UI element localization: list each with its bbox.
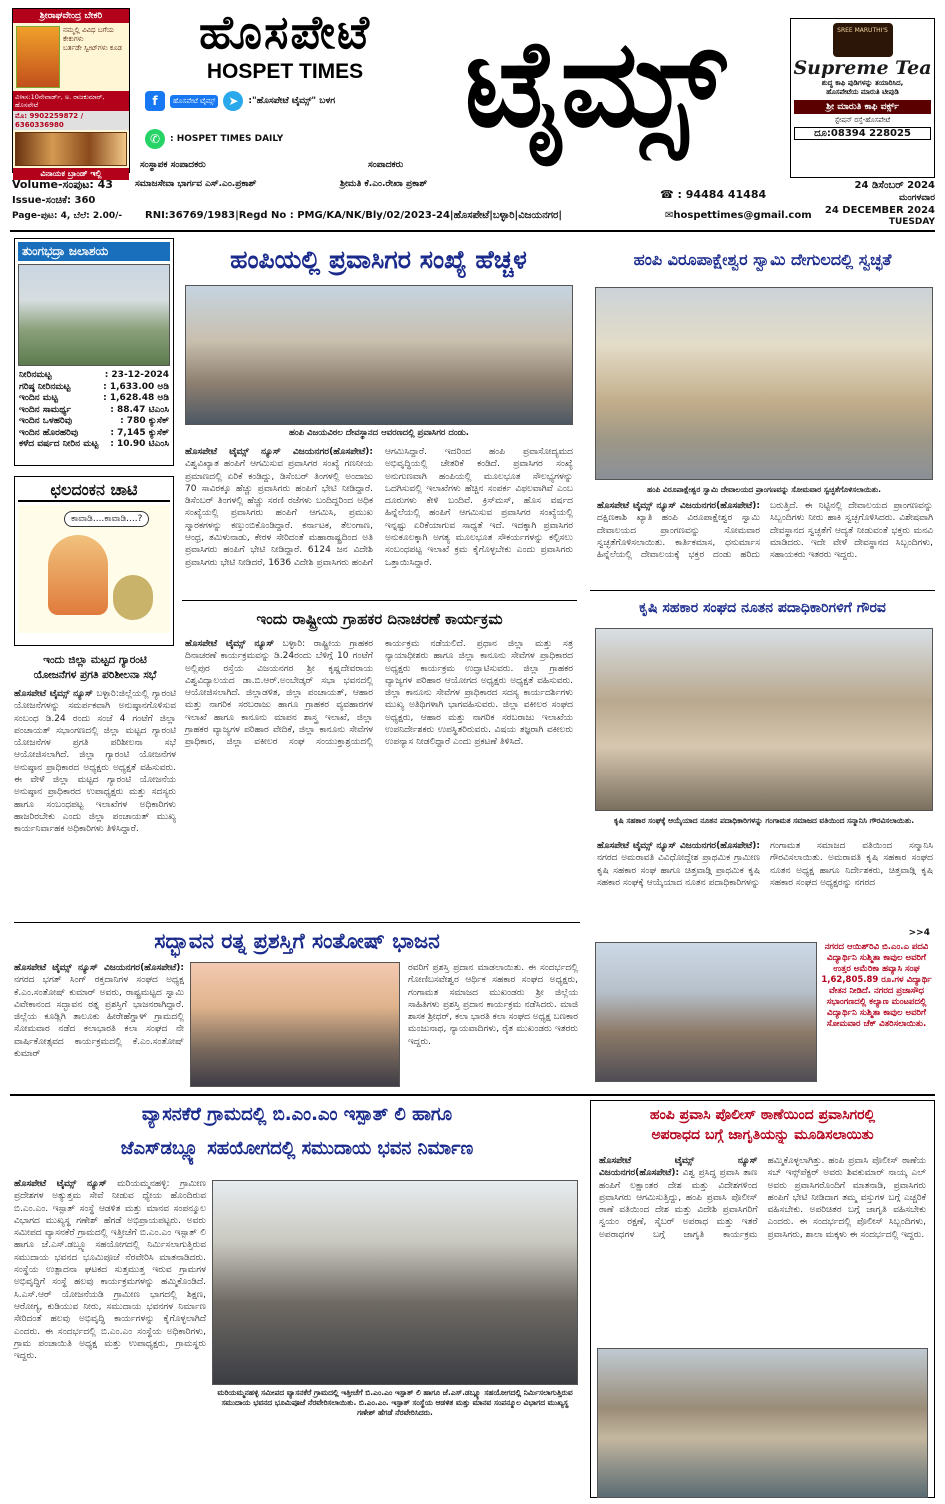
dam-title: ತುಂಗಭದ್ರಾ ಜಲಾಶಯ [18, 242, 170, 261]
krishi-photo [595, 628, 933, 811]
dam-stat-value: : 1,633.00 ಅಡಿ [103, 381, 169, 392]
cake-image [15, 132, 127, 166]
scholarship-text: ನಗರದ ಆಯಿಶ್‌ರಿವಿ ಬಿ.ಎಂ.ಎ ಪದವಿ ವಿದ್ಯಾರ್ಥಿನಿ ಸುಶ್ಮಿತಾ ಕಾವುಲ ಅವರಿಗೆ ಉತ್ತರ ಅಮೆರಿಕಾ ಹವ್ಯಾಸಿ ಸಂಘ 1,62,805.89 ರೂ.ಗಳ ವಿದ್ಯಾರ್ಥಿ ವೇತನ ನೀಡಿದೆ. ನಗರದ ಪ್ರಜಾಸೌಧ ಸಭಾಂಗಣದಲ್ಲಿ ಕಲ್ಯಾಣ ಮಂಟಪದಲ್ಲಿ ವಿದ್ಯಾರ್ಥಿನಿ ಸುಶ್ಮಿತಾ ಕಾವುಲ ಅವರಿಗೆ ಸೋಮವಾರ ಚೆಕ್ ವಿತರಿಸಲಾಯಿತು. [821, 942, 932, 1029]
dam-stat-value: : 7,145 ಕ್ಯುಸೆಕ್ [110, 427, 169, 438]
dam-stat-row [19, 439, 169, 451]
guarantee-dateline: ಹೊಸಪೇಟೆ ಟೈಮ್ಸ್ ನ್ಯೂಸ್ [14, 689, 93, 699]
weekday-kannada: ಮಂಗಳವಾರ [898, 193, 935, 203]
cartoon-title: ಛಲದಂಕನ ಚಾಟಿ [18, 480, 170, 502]
date-english: 24 DECEMBER 2024 [824, 205, 935, 216]
virupaksha-text: ದಕ್ಷಿಣಕಾಶಿ ಖ್ಯಾತಿ ಹಂಪಿ ವಿರೂಪಾಕ್ಷೇಶ್ವರ ಸ್ವಾಮಿ ದೇವಾಲಯದ ಪ್ರಾಂಗಣವನ್ನು ಸೋಮವಾರ ಸ್ವಚ್ಛತೆಗೊಳಿಸಲಾಯಿತು. ಕಾರ್ತಿಕಮಾಸ, ಧನುರ್ಮಾಸ ಹಿನ್ನೆಲೆಯಲ್ಲಿ ದೇವಾಲಯಕ್ಕೆ ಭಕ್ತರ ದಂಡು ಹರಿದು ಬರುತ್ತಿದೆ. ಈ ನಿಟ್ಟಿನಲ್ಲಿ ದೇವಾಲಯದ ಪ್ರಾಂಗಣವನ್ನು ಸಿಬ್ಬಂದಿಗಳು ನೀರು ಹಾಕಿ ಸ್ವಚ್ಛಗೊಳಿಸಿದರು. ವಿಶೇಷವಾಗಿ ದೇವಸ್ಥಾನದ ಸ್ವಚ್ಛತೆಗೆ ಆದ್ಯತೆ ನೀಡುವಂತೆ ಭಕ್ತರು ಮನವಿ ಮಾಡಿದರು. ಇದೇ ವೇಳೆ ದೇವಸ್ಥಾನದ ಸಿಬ್ಬಂದಿಗಳು, ಸಹಾಯಕರು ಇತರರು ಇದ್ದರು. [597, 501, 933, 561]
cartoon-figure [48, 535, 108, 615]
left-ad-phone: ಮೊ: 9902259872 / 6360336980 [13, 111, 129, 130]
krishi-dateline: ಹೊಸಪೇಟೆ ಟೈಮ್ಸ್ ನ್ಯೂಸ್ ವಿಜಯನಗರ(ಹೊಸಪೇಟೆ): [597, 841, 760, 851]
tourist-police-box [590, 1100, 935, 1498]
tourist-police-body [599, 1155, 926, 1340]
divider-1 [182, 600, 577, 601]
cartoon-drawing [18, 505, 170, 633]
registration: RNI:36769/1983|Regd No : PMG/KA/NK/Bly/02/2023-24|ಹೊಸಪೇಟೆ|ಬಳ್ಳಾರಿ|ವಿಜಯನಗರ| [145, 210, 562, 221]
tea-phone: ದೂ:08394 228025 [794, 127, 931, 140]
dam-photo [18, 264, 170, 366]
masthead-title-english: HOSPET TIMES [206, 60, 364, 83]
divider-2 [590, 590, 935, 591]
krishi-body [597, 840, 933, 930]
virupaksha-dateline: ಹೊಸಪೇಟೆ ಟೈಮ್ಸ್ ನ್ಯೂಸ್ ವಿಜಯನಗರ(ಹೊಸಪೇಟೆ): [597, 501, 760, 511]
vyasanakere-dateline: ಹೊಸಪೇಟೆ ಟೈಮ್ಸ್ ನ್ಯೂಸ್ [14, 1179, 107, 1189]
consumer-day-body [185, 638, 573, 918]
whatsapp-icon[interactable]: ✆ [145, 129, 165, 149]
telegram-label[interactable]: :"ಹೊಸಪೇಟೆ ಟೈಮ್ಸ್" ಬಳಗ [248, 96, 336, 106]
founder-editor-name: ಸಮಾಜಸೇವಾ ಭಾರ್ಗವ ಎಸ್.ಎಂ.ಪ್ರಕಾಶ್ [135, 179, 257, 189]
hampi-tourists-headline: ಹಂಪಿಯಲ್ಲಿ ಪ್ರವಾಸಿಗರ ಸಂಖ್ಯೆ ಹೆಚ್ಚಳ [230, 245, 527, 274]
tea-line2: ಹೊಸಪೇಟೆಯ ಮಾರುತಿ ಟೀಪುಡಿ [826, 88, 899, 96]
masthead-title-kannada-1: ಹೊಸಪೇಟೆ [198, 5, 372, 59]
email [665, 210, 812, 221]
tourist-police-headline-1: ಹಂಪಿ ಪ್ರವಾಸಿ ಪೊಲೀಸ್ ಠಾಣೆಯಿಂದ ಪ್ರವಾಸಿಗರಲ್ಲಿ [649, 1107, 876, 1123]
pages-price: Page-ಪುಟ: 4, ಬೆಲೆ: 2.00/- [12, 211, 123, 221]
sadbhavana-dateline: ಹೊಸಪೇಟೆ ಟೈಮ್ಸ್ ನ್ಯೂಸ್ ವಿಜಯನಗರ(ಹೊಸಪೇಟೆ): [14, 963, 184, 973]
tourist-police-photo [597, 1348, 928, 1498]
social-row-1 [145, 88, 415, 114]
sadbhavana-headline: ಸದ್ಭಾವನ ರತ್ನ ಪ್ರಶಸ್ತಿಗೆ ಸಂತೋಷ್ ಭಾಜನ [154, 929, 440, 953]
dam-stat-label: ಇಂದಿನ ಹೊರಹರಿವು [19, 427, 79, 438]
tea-brand-top: SREE MARUTHI'S [837, 27, 888, 34]
guarantee-headline-1: ಇಂದು ಜಿಲ್ಲಾ ಮಟ್ಟದ ಗ್ಯಾರಂಟಿ [43, 654, 147, 666]
masthead-rule [10, 230, 935, 232]
founder-editor-label: ಸಂಸ್ಥಾಪಕ ಸಂಪಾದಕರು [140, 160, 206, 170]
left-ad-address: ವಿಳಾಸ:10ನೇವಾರ್ಡ್, ಅ. ರಾಜಕುಮಾರ್, ಹೊಸಪೇಟೆ [13, 91, 129, 111]
dam-stats [15, 366, 173, 455]
sadbhavana-photo [190, 962, 400, 1087]
hampi-tourists-text: ವಿಶ್ವವಿಖ್ಯಾತ ಹಂಪಿಗೆ ಆಗಮಿಸುವ ಪ್ರವಾಸಿಗರ ಸಂಖ್ಯೆ ಗಣನೀಯ ಪ್ರಮಾಣದಲ್ಲಿ ಏರಿಕೆ ಕಂಡಿದ್ದು, ಡಿಸೆಂಬರ್ ತಿಂಗಳಲ್ಲಿ ಅಂದಾಜು 70 ಸಾವಿರಕ್ಕೂ ಹೆಚ್ಚು ಪ್ರವಾಸಿಗರು ಹಂಪಿಗೆ ಭೇಟಿ ನೀಡಿದ್ದಾರೆ. ಡಿಸೆಂಬರ್ ತಿಂಗಳಲ್ಲಿ ಹೆಚ್ಚು ಸರಣಿ ರಜೆಗಳು ಬಂದಿದ್ದರಿಂದ ಅಧಿಕ ಸಂಖ್ಯೆಯಲ್ಲಿ ಪ್ರವಾಸಿಗರು ಹಂಪಿಗೆ ಆಗಮಿಸಿ, ಪ್ರಮುಖ ಸ್ಮಾರಕಗಳನ್ನು ಕಣ್ತುಂಬಿಕೊಂಡಿದ್ದಾರೆ. ಕರ್ನಾಟಕ, ತೆಲಂಗಾಣ, ಆಂಧ್ರ, ತಮಿಳುನಾಡು, ಕೇರಳ ಸೇರಿದಂತೆ ಮಹಾರಾಷ್ಟ್ರದಿಂದ ಅತಿ ಪ್ರವಾಸಿಗರು ಹಂಪಿಗೆ ಭೇಟಿ ನೀಡಿದ್ದಾರೆ. 6124 ಜನ ವಿದೇಶಿ ಪ್ರವಾಸಿಗರು ಭೇಟಿ ನೀಡಿದರೆ, 1636 ವಿದೇಶಿ ಪ್ರವಾಸಿಗರು ಹಂಪಿಗೆ ಆಗಮಿಸಿದ್ದಾರೆ. ಇದರಿಂದ ಹಂಪಿ ಪ್ರವಾಸೋದ್ಯಮದ ಅಭಿವೃದ್ಧಿಯಲ್ಲಿ ಚೇತರಿಕೆ ಕಂಡಿದೆ. ಪ್ರವಾಸಿಗರ ಸಂಖ್ಯೆ ಅನುಗುಣವಾಗಿ ಹಂಪಿಯಲ್ಲಿ ಮೂಲಭೂತ ಸೌಲಭ್ಯಗಳನ್ನು ಒದಗಿಸುವಲ್ಲಿ ಇಲಾಖೆಗಳು ಹೆಚ್ಚಿನ ಸಂಪರ್ಕ ವಿಫಲವಾಗಿವೆ ಎಂಬ ದೂರುಗಳು ಕೇಳಿ ಬಂದಿವೆ. ಕ್ರಿಸ್‌ಮಸ್, ಹೊಸ ವರ್ಷದ ಹಿನ್ನೆಲೆಯಲ್ಲಿ ಹಂಪಿಗೆ ಆಗಮಿಸುವ ಪ್ರವಾಸಿಗರ ಸಂಖ್ಯೆಯಲ್ಲಿ ಇನ್ನಷ್ಟು ಏರಿಕೆಯಾಗುವ ಸಾಧ್ಯತೆ ಇದೆ. ಇದಕ್ಕಾಗಿ ಪ್ರವಾಸಿಗರ ಅನುಕೂಲಕ್ಕಾಗಿ ಅಗತ್ಯ ಮೂಲಭೂತ ಸೌಕರ್ಯಗಳನ್ನು ಕಲ್ಪಿಸಲು ಸಂಬಂಧಪಟ್ಟ ಇಲಾಖೆ ಕ್ರಮ ಕೈಗೊಳ್ಳಬೇಕು ಎಂದು ಪ್ರವಾಸಿಗರು ಒತ್ತಾಯಿಸಿದ್ದಾರೆ. [185, 447, 573, 568]
vyasanakere-caption: ಮರಿಯಮ್ಮನಹಳ್ಳಿ ಸಮೀಪದ ವ್ಯಾಸನಕೆರೆ ಗ್ರಾಮದಲ್ಲಿ ಇತ್ತೀಚೆಗೆ ಬಿ.ಎಂ.ಎಂ ಇಸ್ಪಾತ್ ಲಿ ಹಾಗೂ ಜೆ.ಎಸ್.ಡಬ್ಲ್ಯೂ ಸಹಯೋಗದಲ್ಲಿ ನಿರ್ಮಿಸಲಾಗುತ್ತಿರುವ ಸಮುದಾಯ ಭವನದ ಭೂಮಿಪೂಜೆ ನೆರವೇರಿಸಲಾಯಿತು. ಬಿ.ಎಂ.ಎಂ. ಇಸ್ಪಾತ್ ಸಂಸ್ಥೆಯ ಆಡಳಿತ ಮತ್ತು ಮಾನವ ಸಂಪನ್ಮೂಲ ವಿಭಾಗದ ಮುಖ್ಯಸ್ಥ ಗಣೇಶ್ ಹೆಗಡೆ ನೆರವೇರಿಸಿದರು. [217, 1388, 573, 1417]
krishi-caption: ಕೃಷಿ ಸಹಕಾರ ಸಂಘಕ್ಕೆ ಆಯ್ಕೆಯಾದ ನೂತನ ಪದಾಧಿಕಾರಿಗಳನ್ನು ಗಂಗಾಮತ ಸಮಾಜದ ವತಿಯಿಂದ ಸನ್ಮಾನಿಸಿ ಗೌರವಿಸಲಾಯಿತು. [613, 816, 915, 825]
hampi-tourists-caption: ಹಂಪಿ ವಿಜಯವಿಠಲ ದೇವಸ್ಥಾನದ ಆವರಣದಲ್ಲಿ ಪ್ರವಾಸಿಗರ ದಂಡು. [288, 428, 469, 438]
virupaksha-body [597, 500, 933, 588]
consumer-day-headline: ಇಂದು ರಾಷ್ಟ್ರೀಯ ಗ್ರಾಹಕರ ದಿನಾಚರಣೆ ಕಾರ್ಯಕ್ರಮ [256, 610, 503, 628]
editor-label: ಸಂಪಾದಕರು [368, 160, 404, 170]
cartoon-figure-2 [113, 575, 153, 620]
tourist-police-dateline: ಹೊಸಪೇಟೆ ಟೈಮ್ಸ್ ನ್ಯೂಸ್ ವಿಜಯನಗರ(ಹೊಸಪೇಟೆ): [599, 1156, 758, 1179]
dam-stat-value: : 1,628.48 ಅಡಿ [103, 393, 169, 403]
sadbhavana-body-right: ರವರಿಗೆ ಪ್ರಶಸ್ತಿ ಪ್ರದಾನ ಮಾಡಲಾಯಿತು. ಈ ಸಂದರ್ಭದಲ್ಲಿ ಗೋಣಿಬಸವೇಶ್ವರ ಆರ್ಥಿಕ ಸಹಕಾರ ಸಂಘದ ಅಧ್ಯಕ್ಷರು, ಗಂಗಾಮತ ಸಮಾಜದ ಮುಖಂಡರು ಶ್ರೀ ಜಿಲ್ಲೆಯ ಸಾಹಿತಿಗಳು ಪ್ರಶಸ್ತಿ ಪ್ರದಾನ ಕಾರ್ಯಕ್ರಮ ನಡೆಸಿದರು. ಮಾಜಿ ಶಾಸಕ ಶ್ರೀಧರ್, ಕಲಾ ಭಾರತಿ ಕಲಾ ಸಂಘದ ಅಧ್ಯಕ್ಷ ಬಣಕಾರ ಮಂಜುನಾಥ, ನ್ಯಾಯವಾದಿಗಳು, ರೈತ ಮುಖಂಡರು ಇತರರು ಇದ್ದರು. [408, 963, 578, 1047]
social-row-2 [145, 127, 415, 151]
left-ad-footer: ವಿನಾಯಕ ಬ್ರಾಂಡ್ ಇಲ್ಲಿ [13, 168, 129, 180]
dam-stat-label: ಕಳೆದ ವರ್ಷದ ನೀರಿನ ಮಟ್ಟ [19, 439, 99, 449]
left-ad-line2: ನಮ್ಮಲ್ಲಿ ವಿವಿಧ ಬಗೆಯ ಕೇಕುಗಳು [63, 26, 114, 43]
dam-stat-row [19, 405, 169, 417]
krishi-text: ನಗರದ ಅಮರಾವತಿ ವಿವಿಧೋದ್ದೇಶ ಪ್ರಾಥಮಿಕ ಗ್ರಾಮೀಣ ಕೃಷಿ ಸಹಕಾರ ಸಂಘ ಹಾಗೂ ಚಿತ್ತವಾಡ್ಗಿ ಪ್ರಾಥಮಿಕ ಕೃಷಿ ಸಹಕಾರ ಸಂಘಕ್ಕೆ ಆಯ್ಕೆಯಾದ ನೂತನ ಪದಾಧಿಕಾರಿಗಳನ್ನು ಗಂಗಾಮತ ಸಮಾಜದ ವತಿಯಿಂದ ಸನ್ಮಾನಿಸಿ ಗೌರವಿಸಲಾಯಿತು. ಅಮರಾವತಿ ಕೃಷಿ ಸಹಕಾರ ಸಂಘದ ನೂತನ ಅಧ್ಯಕ್ಷ ಹಾಗೂ ನಿರ್ದೇಶಕರು, ಚಿತ್ತವಾಡ್ಗಿ ಕೃಷಿ ಸಹಕಾರ ಸಂಘದ ಅಧ್ಯಕ್ಷರನ್ನು ನಗರದ [597, 841, 933, 888]
date-kannada: 24 ಡಿಸೆಂಬರ್ 2024 [854, 180, 935, 191]
cartoon-bubble: ಕಾವಾಡಿ....ಕಾವಾಡಿ....? [64, 511, 149, 527]
tea-brand: Supreme Tea [793, 57, 932, 79]
vyasanakere-headline-1: ವ್ಯಾಸನಕೆರೆ ಗ್ರಾಮದಲ್ಲಿ ಬಿ.ಎಂ.ಎಂ ಇಸ್ಪಾತ್ ಲಿ ಹಾಗೂ [141, 1104, 453, 1125]
cartoon-box [14, 476, 174, 646]
dam-box [14, 238, 174, 466]
tea-logo [833, 23, 893, 57]
volume: Volume-ಸಂಪುಟ: 43 [12, 178, 113, 191]
deity-image [16, 26, 60, 88]
vyasanakere-body [14, 1178, 206, 1496]
sadbhavana-text-left: ನಗರದ ಭಗತ್ ಸಿಂಗ್ ರಕ್ತದಾನಿಗಳ ಸಂಘದ ಅಧ್ಯಕ್ಷ ಕೆ.ಎಂ.ಸಂತೋಷ್ ಕುಮಾರ್ ಅವರು, ರಾಷ್ಟ್ರಮಟ್ಟದ ಸ್ವಾಮಿ ವಿವೇಕಾನಂದ ಸದ್ಭಾವನ ರತ್ನ ಪ್ರಶಸ್ತಿಗೆ ಭಾಜನರಾಗಿದ್ದಾರೆ. ಜಿಲ್ಲೆಯ ಕೂಡ್ಲಿಗಿ ತಾಲೂಕು ಹೀರೇಹೆಗ್ಡಾಳ್ ಗ್ರಾಮದಲ್ಲಿ ಸೋಮವಾರ ನಡೆದ ಕಲಾಭಾರತಿ ಕಲಾ ಸಂಘದ ನೇ ವಾರ್ಷಿಕೋತ್ಸವದ ಕಾರ್ಯಕ್ರಮದಲ್ಲಿ ಕೆ.ಎಂ.ಸಂತೋಷ್ ಕುಮಾರ್ [14, 975, 184, 1060]
tea-line1: ಶುದ್ಧ ಕಾಫಿ ಪುಡಿಗಳನ್ನು ತಯಾರಿಸಿದ, [821, 79, 904, 87]
masthead-title-kannada-2: ಟೈಮ್ಸ್ [464, 15, 726, 154]
dam-stat-label: ಗರಿಷ್ಠ ನೀರಿನಮಟ್ಟ [19, 381, 71, 392]
hampi-tourists-dateline: ಹೊಸಪೇಟೆ ಟೈಮ್ಸ್ ನ್ಯೂಸ್ ವಿಜಯನಗರ(ಹೊಸಪೇಟೆ): [185, 447, 373, 457]
vyasanakere-headline-2: ಜೆಎಸ್‌ಡಬ್ಲ್ಯೂ ಸಹಯೋಗದಲ್ಲಿ ಸಮುದಾಯ ಭವನ ನಿರ್ಮಾಣ [120, 1138, 474, 1159]
guarantee-headline-2: ಯೋಜನೆಗಳ ಪ್ರಗತಿ ಪರಿಶೀಲನಾ ಸಭೆ [33, 669, 157, 681]
dam-stat-label: ಇಂದಿನ ಮಟ್ಟ [19, 393, 58, 403]
hampi-tourists-body [185, 446, 573, 596]
tourist-police-text: ವಿಶ್ವ ಪ್ರಸಿದ್ಧ ಪ್ರವಾಸಿ ತಾಣ ಹಂಪಿಗೆ ಲಕ್ಷಾಂತರ ದೇಶ ಮತ್ತು ವಿದೇಶಗಳಿಂದ ಪ್ರವಾಸಿಗರು ಆಗಮಿಸುತ್ತಿದ್ದು, ಹಂಪಿ ಪ್ರವಾಸಿ ಪೊಲೀಸ್ ಠಾಣೆ ವತಿಯಿಂದ ದೇಶ ಮತ್ತು ವಿದೇಶಿ ಪ್ರವಾಸಿಗರಿಗೆ ಸ್ವಯಂ ರಕ್ಷಣೆ, ಸೈಬರ್ ಅಪರಾಧ ಮತ್ತು ಇತರೆ ಅಪರಾಧಗಳ ಬಗ್ಗೆ ಜಾಗೃತಿ ಕಾರ್ಯಕ್ರಮ ಹಮ್ಮಿಕೊಳ್ಳಲಾಗಿತ್ತು. ಹಂಪಿ ಪ್ರವಾಸಿ ಪೊಲೀಸ್ ಠಾಣೆಯ ಸಬ್ ಇನ್ಸ್‌ಪೆಕ್ಟರ್ ಅವರು ಶಿವಕುಮಾರ್ ನಾಯ್ಕ ಎಲ್ ಅವರು ಪ್ರವಾಸಿಗರೊಂದಿಗೆ ಮಾತನಾಡಿ, ಪ್ರವಾಸಿಗರು ಹಂಪಿಗೆ ಭೇಟಿ ನೀಡಿದಾಗ ತಮ್ಮ ವಸ್ತುಗಳ ಬಗ್ಗೆ ಎಚ್ಚರಿಕೆ ವಹಿಸಬೇಕು. ಅಪರಿಚಿತರ ಬಗ್ಗೆ ಜಾಗೃತಿ ವಹಿಸಬೇಕು ಎಂದರು. ಈ ಸಂದರ್ಭದಲ್ಲಿ ಪೊಲೀಸ್ ಸಿಬ್ಬಂದಿಗಳು, ಪ್ರವಾಸಿಗರು, ಶಾಲಾ ಮಕ್ಕಳು ಈ ಸಂದರ್ಭದಲ್ಲಿ ಇದ್ದರು. [599, 1156, 926, 1240]
whatsapp-label[interactable]: : HOSPET TIMES DAILY [170, 134, 284, 144]
virupaksha-headline: ಹಂಪಿ ವಿರೂಪಾಕ್ಷೇಶ್ವರ ಸ್ವಾಮಿ ದೇಗುಲದಲ್ಲಿ ಸ್ವಚ್ಛತೆ [633, 250, 892, 269]
consumer-day-text: ಬಳ್ಳಾರಿ: ರಾಷ್ಟ್ರೀಯ ಗ್ರಾಹಕರ ದಿನಾಚರಣೆ ಕಾರ್ಯಕ್ರಮವನ್ನು ಡಿ.24ರಂದು ಬೆಳಿಗ್ಗೆ 10 ಗಂಟೆಗೆ ಅಲ್ಲಿಪುರ ರಸ್ತೆಯ ವಿಜಯನಗರ ಶ್ರೀ ಕೃಷ್ಣದೇವರಾಯ ವಿಶ್ವವಿದ್ಯಾಲಯದ ಡಾ.ಬಿ.ಆರ್.ಅಂಬೇಡ್ಕರ್ ಸಭಾ ಭವನದಲ್ಲಿ ಆಯೋಜಿಸಲಾಗಿದೆ. ಜಿಲ್ಲಾಡಳಿತ, ಜಿಲ್ಲಾ ಪಂಚಾಯತ್, ಆಹಾರ ಮತ್ತು ನಾಗರಿಕ ಸರಬರಾಜು ಹಾಗೂ ಗ್ರಾಹಕರ ವ್ಯವಹಾರಗಳ ಇಲಾಖೆ ಹಾಗೂ ಕಾನೂನು ಮಾಪನ ಶಾಸ್ತ್ರ ಇಲಾಖೆ, ಜಿಲ್ಲಾ ಗ್ರಾಹಕರ ವ್ಯಾಜ್ಯಗಳ ಪರಿಹಾರ ವೇದಿಕೆ, ಜಿಲ್ಲಾ ಕಾನೂನು ಸೇವೆಗಳ ಪ್ರಾಧಿಕಾರ, ಜಿಲ್ಲಾ ವಕೀಲರ ಸಂಘ ಸಂಯುಕ್ತಾಶ್ರಯದಲ್ಲಿ ಕಾರ್ಯಕ್ರಮ ನಡೆಯಲಿದೆ. ಪ್ರಧಾನ ಜಿಲ್ಲಾ ಮತ್ತು ಸತ್ರ ನ್ಯಾಯಾಧೀಶರು ಹಾಗೂ ಜಿಲ್ಲಾ ಕಾನೂನು ಸೇವೆಗಳ ಪ್ರಾಧಿಕಾರದ ಅಧ್ಯಕ್ಷರು ಕಾರ್ಯಕ್ರಮ ಉದ್ಘಾಟಿಸುವರು. ಜಿಲ್ಲಾ ಗ್ರಾಹಕರ ವ್ಯಾಜ್ಯಗಳ ಪರಿಹಾರ ಆಯೋಗದ ಅಧ್ಯಕ್ಷರು ಅಧ್ಯಕ್ಷತೆ ವಹಿಸುವರು. ಜಿಲ್ಲಾ ಕಾನೂನು ಸೇವೆಗಳ ಪ್ರಾಧಿಕಾರದ ಸದಸ್ಯ ಕಾರ್ಯದರ್ಶಿಗಳು ಮುಖ್ಯ ಅತಿಥಿಗಳಾಗಿ ಭಾಗವಹಿಸುವರು. ಜಿಲ್ಲಾ ವಕೀಲರ ಸಂಘದ ಅಧ್ಯಕ್ಷರು, ಆಹಾರ ಮತ್ತು ನಾಗರಿಕ ಸರಬರಾಜು ಇಲಾಖೆಯ ಉಪನಿರ್ದೇಶಕರು ಉಪಸ್ಥಿತರಿರುವರು. ವಿಷಯ ತಜ್ಞರಾಗಿ ವಕೀಲರು ಉಪನ್ಯಾಸ ನೀಡಲಿದ್ದಾರೆ ಎಂದು ಪ್ರಕಟಣೆ ತಿಳಿಸಿದೆ. [185, 639, 573, 748]
dam-stat-row [19, 428, 169, 440]
dam-stat-row [19, 416, 169, 428]
divider-3 [14, 922, 580, 923]
left-ad-title: ಶ್ರೀರಾಘವೇಂದ್ರ ಬೇಕರಿ [13, 9, 129, 23]
mail-icon: ✉ [665, 210, 674, 221]
dam-stat-value: : 780 ಕ್ಯುಸೆಕ್ [120, 416, 169, 426]
telegram-icon[interactable]: ➤ [223, 91, 243, 111]
tea-company: ಶ್ರೀ ಮಾರುತಿ ಕಾಫಿ ವರ್ಕ್ಸ್ [794, 100, 931, 114]
tourist-police-headline-2: ಅಪರಾಧದ ಬಗ್ಗೆ ಜಾಗೃತಿಯನ್ನು ಮೂಡಿಸಲಾಯಿತು [651, 1127, 874, 1143]
left-ad-line3: ಬರ್ತಡೇ ಸ್ವೀಟ್‌ಗಳು ಕೂಡ [63, 44, 123, 52]
dam-stat-row [19, 393, 169, 405]
dam-stat-row [19, 382, 169, 394]
facebook-icon[interactable]: f [145, 91, 165, 111]
divider-4 [10, 1094, 935, 1096]
editor-name: ಶ್ರೀಮತಿ ಕೆ.ಎಂ.ರೇಖಾ ಪ್ರಕಾಶ್ [340, 179, 428, 189]
consumer-day-dateline: ಹೊಸಪೇಟೆ ಟೈಮ್ಸ್ ನ್ಯೂಸ್ [185, 639, 275, 649]
guarantee-text: ಬಳ್ಳಾರಿ:ಜಿಲ್ಲೆಯಲ್ಲಿ ಗ್ಯಾರಂಟಿ ಯೋಜನೆಗಳನ್ನು ಸಮರ್ಪಕವಾಗಿ ಅನುಷ್ಠಾನಗೊಳಿಸುವ ಸಂಬಂಧ ಡಿ.24 ರಂದು ಸಂಜೆ 4 ಗಂಟೆಗೆ ಜಿಲ್ಲಾ ಪಂಚಾಯತ್ ಸಭಾಂಗಣದಲ್ಲಿ ಜಿಲ್ಲಾ ಮಟ್ಟದ ಗ್ಯಾರಂಟಿ ಯೋಜನೆಗಳ ಪ್ರಗತಿ ಪರಿಶೀಲನಾ ಸಭೆ ಆಯೋಜಿಸಲಾಗಿದೆ. ಜಿಲ್ಲಾ ಗ್ಯಾರಂಟಿ ಯೋಜನೆಗಳ ಅನುಷ್ಠಾನ ಪ್ರಾಧಿಕಾರದ ಅಧ್ಯಕ್ಷರು ಅಧ್ಯಕ್ಷತೆ ವಹಿಸುವರು. ಈ ವೇಳೆ ಜಿಲ್ಲಾ ಮಟ್ಟದ ಗ್ಯಾರಂಟಿ ಯೋಜನೆಯ ಅನುಷ್ಠಾನ ಪ್ರಾಧಿಕಾರದ ಉಪಾಧ್ಯಕ್ಷರು ಮತ್ತು ಸದಸ್ಯರು ಹಾಗೂ ಸಂಬಂಧಪಟ್ಟ ಇಲಾಖೆಗಳ ಅಧಿಕಾರಿಗಳು ಹಾಜರಿರಬೇಕು ಎಂದು ಜಿಲ್ಲಾ ಪಂಚಾಯತ್ ಮುಖ್ಯ ಕಾರ್ಯನಿರ್ವಾಹಕ ಅಧಿಕಾರಿಗಳು ತಿಳಿಸಿದ್ದಾರೆ. [14, 689, 176, 835]
dam-stat-value: : 23-12-2024 [104, 370, 169, 380]
weekday-english: TUESDAY [888, 217, 935, 227]
phone-number: ☎ : 94484 41484 [660, 188, 767, 201]
dam-stat-value: : 10.90 ಟಿಎಂಸಿ [110, 439, 169, 449]
vyasanakere-photo [212, 1180, 578, 1385]
krishi-continued: >>4 [908, 928, 930, 938]
issue: Issue-ಸಂಚಿಕೆ: 360 [12, 195, 96, 206]
facebook-label[interactable]: ಹೊಸಪೇಟೆ ಟೈಮ್ಸ್ [170, 95, 218, 108]
tea-address: ಸ್ಟೇಷನ್ ರಸ್ತೆ-ಹೊಸಪೇಟೆ [834, 116, 891, 124]
dam-stat-label: ಇಂದಿನ ಒಳಹರಿವು [19, 416, 73, 426]
dam-stat-label: ನೀರಿನಮಟ್ಟ [19, 370, 52, 380]
dam-stat-label: ಇಂದಿನ ಸಾಮರ್ಥ್ಯ [19, 404, 72, 415]
scholarship-photo [595, 942, 817, 1082]
virupaksha-photo [595, 287, 933, 480]
left-ad [12, 8, 130, 178]
vyasanakere-text: ಮರಿಯಮ್ಮನಹಳ್ಳಿ: ಗ್ರಾಮೀಣ ಪ್ರದೇಶಗಳ ಅತ್ಯುತ್ತಮ ಸೇವೆ ನೀಡುವ ಧ್ಯೇಯ ಹೊಂದಿರುವ ಬಿ.ಎಂ.ಎಂ. ಇಸ್ಪಾತ್ ಸಂಸ್ಥೆ ಆಡಳಿತ ಮತ್ತು ಮಾನವ ಸಂಪನ್ಮೂಲ ವಿಭಾಗದ ಮುಖ್ಯಸ್ಥ ಗಣೇಶ್ ಹೆಗಡೆ ಅಭಿಪ್ರಾಯಪಟ್ಟರು. ಅವರು ಸಮೀಪದ ವ್ಯಾಸನಕೆರೆ ಗ್ರಾಮದಲ್ಲಿ ಇತ್ತೀಚೆಗೆ ಬಿ.ಎಂ.ಎಂ ಇಸ್ಪಾತ್ ಲಿ ಹಾಗೂ ಜೆ.ಎಸ್.ಡಬ್ಲ್ಯೂ ಸಹಯೋಗದಲ್ಲಿ ನಿರ್ಮಿಸಲಾಗುತ್ತಿರುವ ಸಮುದಾಯ ಭವನದ ಭೂಮಿಪೂಜೆ ನೆರವೇರಿಸಿ ಮಾತನಾಡಿದರು. ಸಂಸ್ಥೆಯ ಉತ್ಪಾದನಾ ಘಟಕದ ಸುತ್ತಮುತ್ತ ಇರುವ ಗ್ರಾಮಗಳ ಅಭಿವೃದ್ಧಿಗೆ ಸಂಸ್ಥೆ ಹಲವು ಕಾರ್ಯಕ್ರಮಗಳನ್ನು ಹಮ್ಮಿಕೊಂಡಿದೆ. ಸಿ.ಎಸ್.ಆರ್ ಯೋಜನೆಯಡಿ ಗ್ರಾಮೀಣ ಭಾಗದಲ್ಲಿ ಶಿಕ್ಷಣ, ಆರೋಗ್ಯ, ಕುಡಿಯುವ ನೀರು, ಸಮುದಾಯ ಭವನಗಳ ನಿರ್ಮಾಣ ಸೇರಿದಂತೆ ಹಲವು ಅಭಿವೃದ್ಧಿ ಕಾರ್ಯಗಳನ್ನು ಕೈಗೊಳ್ಳಲಾಗಿದೆ ಎಂದರು. ಈ ಸಂದರ್ಭದಲ್ಲಿ ಬಿ.ಎಂ.ಎಂ ಸಂಸ್ಥೆಯ ಅಧಿಕಾರಿಗಳು, ಗ್ರಾಮ ಪಂಚಾಯಿತಿ ಅಧ್ಯಕ್ಷ ಮತ್ತು ಉಪಾಧ್ಯಕ್ಷರು, ಗ್ರಾಮಸ್ಥರು ಇದ್ದರು. [14, 1179, 206, 1362]
dam-stat-value: : 88.47 ಟಿಎಂಸಿ [110, 404, 169, 415]
hampi-tourists-photo [185, 285, 573, 425]
email-text[interactable]: hospettimes@gmail.com [673, 210, 812, 221]
krishi-headline: ಕೃಷಿ ಸಹಕಾರ ಸಂಘದ ನೂತನ ಪದಾಧಿಕಾರಿಗಳಿಗೆ ಗೌರವ [639, 600, 886, 616]
guarantee-body [14, 688, 176, 913]
right-ad [790, 18, 935, 178]
sadbhavana-body-left [14, 962, 184, 1087]
virupaksha-caption: ಹಂಪಿ ವಿರೂಪಾಕ್ಷೇಶ್ವರ ಸ್ವಾಮಿ ದೇವಾಲಯದ ಪ್ರಾಂಗಣವನ್ನು ಸೋಮವಾರ ಸ್ವಚ್ಛತೆಗೊಳಿಸಲಾಯಿತು. [646, 485, 882, 494]
dam-stat-row [19, 370, 169, 382]
